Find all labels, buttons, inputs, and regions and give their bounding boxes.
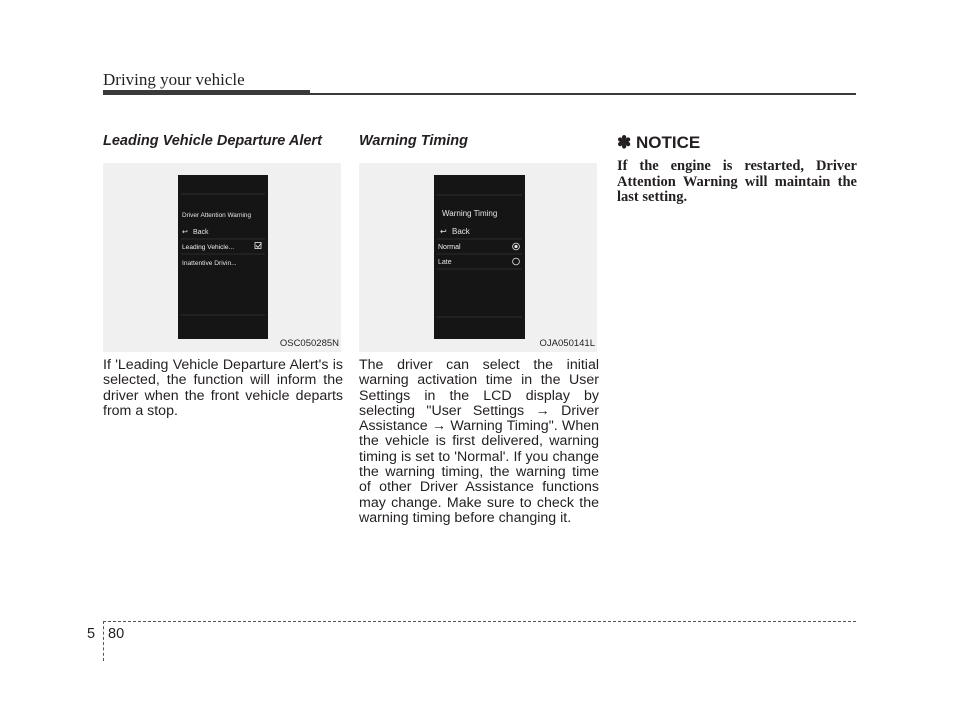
lcd-screen bbox=[434, 175, 525, 339]
header-rule-thick bbox=[103, 90, 310, 95]
lcd-screen-graphic bbox=[178, 175, 268, 339]
body-paragraph bbox=[103, 358, 343, 419]
figure-leading-vehicle bbox=[103, 163, 341, 352]
header-rule-thin bbox=[310, 93, 856, 95]
notice-body: If the engine is restarted, Driver Attention Warning will maintain the last setting. bbox=[617, 158, 857, 205]
notice-title: ✽ NOTICE bbox=[617, 133, 701, 152]
footer-vertical-rule bbox=[103, 621, 104, 661]
screen-back: Back bbox=[452, 227, 470, 236]
section-warning-timing bbox=[359, 133, 599, 526]
header-title: Driving your vehicle bbox=[103, 70, 245, 89]
body-text: If 'Leading Vehicle Departure Alert's is selected, the function will inform the driver when the front vehicle departs from a stop. bbox=[103, 357, 343, 419]
screen-item-selected: Leading Vehicle... bbox=[182, 244, 235, 251]
back-icon: ↩ bbox=[182, 229, 188, 236]
screen-heading: Driver Attention Warning bbox=[182, 212, 252, 219]
body-text: The driver can select the initial warning activation time in the User Settings in the LCD display by selecting "User Settings → Driver Assistance → Warning Timing". When the vehicle is first delivered, warning timing is set to 'Normal'. If you change the warning timing, the warning time of other Driver Assistance functions may change. Make sure to check the warning timing before changing it. bbox=[359, 357, 599, 526]
figure-code: OSC050285N bbox=[279, 338, 339, 349]
lcd-screen bbox=[178, 175, 268, 339]
screen-back: Back bbox=[193, 229, 209, 236]
screen-option-normal: Normal bbox=[438, 244, 461, 251]
section-leading-vehicle bbox=[103, 133, 343, 419]
screen-item-other: Inattentive Drivin... bbox=[182, 260, 237, 267]
notice-box bbox=[617, 133, 857, 206]
screen-heading: Warning Timing bbox=[442, 209, 498, 218]
footer-rule bbox=[103, 621, 856, 622]
back-icon: ↩ bbox=[440, 227, 447, 236]
section-title: Warning Timing bbox=[359, 133, 469, 149]
figure-code: OJA050141L bbox=[539, 338, 595, 349]
figure-warning-timing bbox=[359, 163, 597, 352]
screen-option-late: Late bbox=[438, 259, 452, 266]
section-number: 5 bbox=[87, 626, 96, 642]
lcd-screen-graphic bbox=[434, 175, 525, 339]
section-title: Leading Vehicle Departure Alert bbox=[103, 133, 322, 149]
page-number: 80 bbox=[108, 626, 125, 642]
body-paragraph bbox=[359, 358, 599, 526]
